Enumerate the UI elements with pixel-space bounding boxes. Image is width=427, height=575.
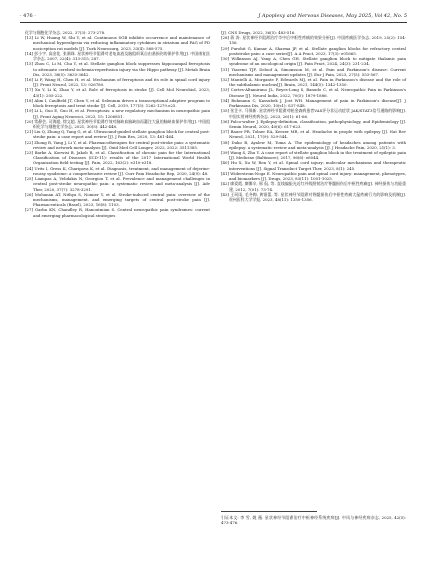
reference-item: [21] Liu Q, Zhong Q, Tang G, et al. Ultrasound-guided stellate ganglion block for central post-stroke pain: a case report and review [J]. J Pain Res, 2020, 13: 461-464. (25, 129, 210, 140)
reference-item: [28] 蒋 涛. 星状神经节阻滞治疗卒中后中枢性疼痛的效果分析[J]. 中国疼痛医学杂志, 2019, 25(2): 154-156. (221, 35, 406, 46)
citation-rule (221, 511, 317, 512)
reference-item: 化学与细胞化学杂志, 2022, 37(3): 273-278. (25, 30, 106, 35)
reference-item: [15] Zhou C, Li M, Chu Y, et al. Stellate ganglion block suppresses hippocampal ferroptosis to attenuate cerebral ischemia-reperfusion injury via the Hippo pathway [J]. Metab Brain Dis, 2023, 38(5): 3633-3642. (25, 61, 210, 77)
references-left-column (25, 30, 210, 218)
journal-running-title: J Apoplexy and Nervous Diseases, May 2025, Vol 42, No. 5 (258, 13, 407, 19)
reference-item: [38] Duko B, Ayalew M, Toma A. The epidemiology of headaches among patients with epilepsy: a systematic review and meta-analysis [J]. J Headache Pain, 2020, 21(1): 3. (221, 139, 406, 150)
page-number: · 476 · (20, 13, 36, 19)
reference-item: [J]. CNS Drugs, 2022, 36(5): 483-516. (221, 30, 296, 35)
page-header (20, 12, 407, 21)
reference-item: [24] Urits I, Gress K, Charipova K, et al. Diagnosis, treatment, and management of dejerine-roussy syndrome: a comprehensive review [J]. Curr Pain Headache Rep, 2020, 24(9): 48. (25, 165, 210, 176)
reference-item: [25] Liampas A, Velidakis N, Georgiou T, et al. Prevalence and management challenges in central post-stroke neuropathic pain: a systematic review and meta-analysis [J]. Adv Ther, 2020, 37(7): 3278-3291. (25, 176, 210, 192)
reference-item: [18] Alim I, Caulfield JT, Chen Y, et al. Selenium drives a transcriptional adaptive program to block ferroptosis and treat stroke [J]. Cell, 2019, 177(5): 1262-1279.e25. (25, 97, 210, 109)
reference-item: [26] Mohanan AT, Nithya S, Nomier Y, et al. Stroke-induced central pain: overview of the mechanisms, management, and emerging targets of central post-stroke pain [J]. Pharmaceuticals (Basel), 2023, 16(8): 1103. (25, 191, 210, 208)
reference-item: [27] Garba KN, Chandley R, Hanoutmian S. Central neuropathic pain syndromes: current and emerging pharmacological strategies (25, 207, 210, 218)
reference-item: [22] Zhong R, Yang J, Li Y, et al. Pharmacotherapies for central post-stroke pain: a systematic review and network meta-analysis [J]. Oxid Med Cell Longev, 2022, 2022: 3511385. (25, 139, 210, 150)
reference-item: [42] 廖爱霞, 廖娜辛, 邢 侃, 等. 直线偏振光近红外线照射治疗脊髓损伤后中枢性疼痛[J]. 神经损伤与功能重建, 2012, 7(01): 73-74. (221, 181, 406, 192)
reference-item: [37] Bauer PR, Tolner EA, Keezer MR, et al. Headache in people with epilepsy [J]. Nat Rev Neurol, 2021, 17(9): 529-544. (221, 129, 406, 140)
references-right-column (221, 30, 406, 202)
citation-note: 引证本文: 李 雪, 姚 薇. 星状神经节阻滞治疗中枢神经系统疾病[J]. 中风与神经疾病杂志, 2025, 42(5): 473-476. (221, 515, 406, 526)
reference-item: [30] Wilkinson AJ, Yang A, Chen GH. Stellate ganglion block to mitigate thalamic pain syndrome of an oncological origin [J]. Pain Pract, 2024, 24(3): 231-234. (221, 56, 406, 67)
reference-item: [41] Widerstrom-Noga E. Neuropathic pain and spinal cord injury: management, phenotypes, and biomarkers [J]. Drugs, 2023, 83(11): 1001-1025. (221, 170, 406, 182)
reference-item: [20] 常静会, 司海超, 徐文超, 星状神经节阻滞疗效对脑缺血脑缺血再灌注大鼠的脑缺血保护作用[J]. 中国组织化学与细胞化学杂志, 2021, 30(5): 442-448. (25, 118, 210, 129)
reference-item: [19] Li L, Guo E, Guo H, et al. Ferroptosis: a new regulatory mechanism in neuropathic pain [J]. Front Aging Neurosci, 2023, 15: 1206851. (25, 108, 210, 119)
reference-item: [36] Falco-walter J. Epilepsy-definition, classification, pathophysiology, and Epidemiology [J]. Semin Neurol, 2020, 40(6): 617-623. (221, 118, 406, 129)
reference-item: [35] 张芷卡, 马保新. 星状神经节阻滞对帕金森病患者VAS评分非运动症状 JAK/STAT3信号通路的影响[J]. 中国实用神经疾病杂志, 2023, 26(1): 61-66. (221, 108, 406, 119)
reference-item: [43] 王珂雨, 毛冬梅, 黄银蕾, 等. 星状神经节阻滞对脊髓损伤后中枢性疼痛大鼠疼痛行为的影响及机制[J]. 贵州医科大学学报, 2023, 48(11): 1350-1356. (221, 191, 406, 202)
reference-item: [39] Wang S, Zhu Y. A case report of stellate ganglion block in the treatment of epileptic pain [J]. Medicine (Baltimore), 2017, 96(6): e6044. (221, 150, 406, 161)
reference-item: [14] 彭小宇, 高金花, 张满珠. 星状神经节阻滞对老龟血液及脑组织氧自由基损伤的保护作用[J]. 中国康复医学杂志, 2007, 22(4): 313-315, 287. (25, 50, 210, 62)
reference-item: [17] Xu Y, Li K, Zhao Y, et al. Role of ferroptosis in stroke [J]. Cell Mol Neurobiol, 2023, 43(1): 205-222. (25, 87, 210, 98)
reference-item: [33] Cortes-Altamirano JL, Reyes-Long S, Banudo C, et al. Neuropathic Pain in Parkinson's Disease [J]. Neurol India, 2022, 70(5): 1879-1886. (221, 87, 406, 98)
reference-item: [13] Li W, Huang W, Shi Y, et al. Continuous SGB inhibits occurrence and maintenance of mechanical hyperalgesia via reducing inflammatory cytokines in striatum and PAG of PD nociception rat models [J]. Turk Neurosurg, 2023, 33(4): 568-575. (25, 35, 210, 51)
header-rule (20, 22, 407, 23)
reference-item: [16] Li F, Wang H, Chen H, et al. Mechanism of ferroptosis and its role in spinal cord injury [J]. Front Neurol, 2022, 13: 926780. (25, 76, 210, 88)
reference-item: [23] Barke A, Korwisi B, Jakob R, et al. Classification of chronic pain for the International Classification of Diseases (ICD-11): results of the 2017 International World Health Organization field testing [J]. Pain, 2022, 163(2): e310-e318. (25, 150, 210, 166)
reference-item: [32] Mantelli A, Morgante F, Edwards MJ, et al. Pain in Parkinson's disease and the role of the subthalamic nucleus[J]. Brain, 2021, 144(5): 1342-1350. (221, 76, 406, 88)
reference-item: [29] Purohit G, Kumar A, Sharma JP, et al. Stellate ganglion blocks for refractory central poststroke pain: a case series[J]. A A Pract, 2023, 17(3): e01665. (221, 45, 406, 56)
reference-item: [31] Yiasemi TJF, Deloof A, Simonsson M, et al. Pain and Parkinson's disease: Current mechanisms and management updates [J]. Eur J Pain, 2023, 27(5): 553-567. (221, 66, 406, 77)
reference-item: [40] Hu X, Xu W, Ren Y, et al. Spinal cord injury: molecular mechanisms and therapeutic interventions [J]. Signal Transduct Target Ther, 2023, 8(1): 245. (221, 160, 406, 171)
reference-item: [34] Buhmann C, Kassubek J, Jost WH. Management of pain in Parkinson's disease[J]. J Parkinsons Dis, 2020, 10(s1): S37-S48. (221, 97, 406, 109)
